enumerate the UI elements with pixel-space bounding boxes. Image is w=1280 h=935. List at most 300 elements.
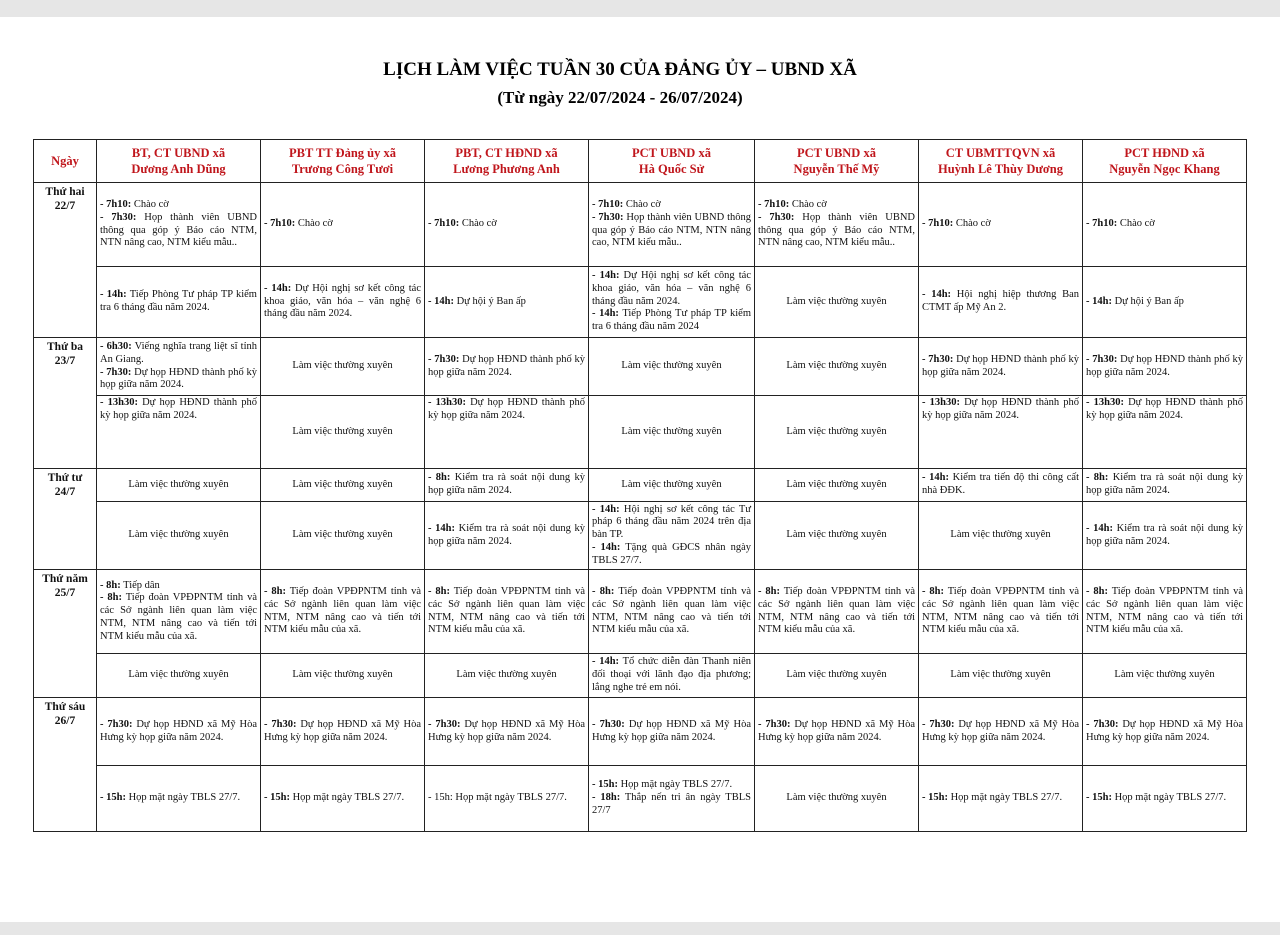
schedule-entry [592, 779, 751, 792]
schedule-cell [755, 654, 919, 698]
schedule-cell [261, 183, 425, 267]
schedule-entry [592, 656, 751, 694]
schedule-entry [428, 719, 585, 745]
document-title: LỊCH LÀM VIỆC TUẦN 30 CỦA ĐẢNG ỦY – UBND XÃ [383, 59, 857, 80]
entry-text: Chào cờ [131, 198, 169, 210]
entry-text: Chào cờ [295, 218, 333, 230]
day-date: 26/7 [54, 715, 76, 727]
entry-text: Kiểm tra rà soát nội dung kỳ họp giữa năm 2024. [428, 522, 585, 547]
column-role: BT, CT UBND xã [131, 146, 226, 160]
entry-text: Dự hội ý Ban ấp [1111, 295, 1184, 307]
entry-text: Họp mặt ngày TBLS 27/7. [1111, 792, 1227, 804]
schedule-cell [261, 766, 425, 832]
entry-text: Dự họp HĐND thành phố kỳ họp giữa năm 2024. [428, 397, 585, 421]
entry-time: - 13h30: [1086, 397, 1124, 408]
schedule-entry [758, 669, 915, 682]
schedule-cell [261, 396, 425, 469]
entry-text: Tiếp đoàn VPĐPNTM tỉnh và các Sở ngành liên quan làm việc NTM, NTM nâng cao và tiến tới NTM kiểu mẫu của xã. [758, 585, 915, 636]
schedule-entry [758, 479, 915, 492]
schedule-cell [425, 267, 589, 338]
entry-time: - 7h30: [922, 353, 954, 365]
schedule-row [34, 183, 1247, 267]
schedule-entry [428, 523, 585, 549]
column-role: PCT UBND xã [797, 146, 876, 160]
entry-text: Làm việc thường xuyên [128, 669, 229, 681]
schedule-cell [755, 396, 919, 469]
entry-time: - 14h: [922, 472, 949, 484]
schedule-entry [922, 354, 1079, 380]
schedule-entry [100, 479, 257, 492]
schedule-body [34, 183, 1247, 832]
schedule-cell [425, 654, 589, 698]
entry-text: Dự họp HĐND xã Mỹ Hòa Hưng kỳ họp giữa năm 2024. [592, 718, 751, 743]
entry-time: - 14h: [100, 289, 127, 301]
column-header [425, 140, 589, 183]
entry-text: Tiếp dân [120, 579, 160, 591]
entry-text: Dự hội ý Ban ấp [453, 295, 526, 307]
entry-text: Tiếp đoàn VPĐPNTM tỉnh và các Sở ngành liên quan làm việc NTM, NTM nâng cao và tiến tới NTM kiểu mẫu của xã. [1086, 585, 1243, 636]
entry-text: Làm việc thường xuyên [128, 529, 229, 541]
entry-time: - 7h10: [100, 198, 132, 210]
entry-text: Tiếp Phòng Tư pháp TP kiểm tra 6 tháng đầu năm 2024. [100, 289, 257, 313]
schedule-row [34, 469, 1247, 502]
entry-time: - 8h: [1086, 472, 1109, 484]
day-name: Thứ năm [42, 573, 88, 585]
column-role: PBT TT Đảng ủy xã [289, 146, 396, 160]
entry-text: Làm việc thường xuyên [786, 360, 887, 372]
schedule-cell [97, 766, 261, 832]
entry-text: Làm việc thường xuyên [128, 478, 229, 490]
day-date: 22/7 [54, 200, 76, 212]
entry-time: - 7h30: [100, 366, 132, 378]
schedule-entry [264, 360, 421, 373]
schedule-cell [589, 469, 755, 502]
day-cell [34, 570, 97, 698]
entry-text: Dự họp HĐND thành phố kỳ họp giữa năm 2024. [100, 366, 257, 391]
entry-text: Dự họp HĐND thành phố kỳ họp giữa năm 2024. [922, 353, 1079, 378]
entry-time: - 14h: [922, 289, 952, 301]
schedule-cell [97, 698, 261, 766]
schedule-cell [261, 469, 425, 502]
entry-text: Họp thành viên UBND thông qua góp ý Báo cáo NTM, NTN nâng cao, NTM kiểu mẫu.. [592, 211, 751, 249]
schedule-row [34, 766, 1247, 832]
schedule-cell [755, 766, 919, 832]
entry-text: Họp mặt ngày TBLS 27/7. [125, 792, 241, 804]
entry-time: - 13h30: [100, 397, 138, 408]
schedule-cell [755, 338, 919, 396]
entry-text: Họp thành viên UBND thông qua góp ý Báo cáo NTM, NTN nâng cao, NTM kiểu mẫu.. [758, 211, 915, 249]
schedule-cell [589, 766, 755, 832]
schedule-entry [922, 218, 1079, 231]
schedule-cell [1083, 766, 1247, 832]
schedule-entry [922, 586, 1079, 637]
column-header [919, 140, 1083, 183]
schedule-cell [589, 338, 755, 396]
schedule-cell [261, 654, 425, 698]
schedule-cell [919, 766, 1083, 832]
schedule-entry [264, 283, 421, 321]
schedule-cell [425, 183, 589, 267]
schedule-entry [592, 479, 751, 492]
schedule-entry [1086, 719, 1243, 745]
entry-time: - 8h: [1086, 585, 1109, 597]
schedule-row [34, 698, 1247, 766]
entry-text: Họp mặt ngày TBLS 27/7. [289, 792, 405, 804]
schedule-cell [1083, 502, 1247, 570]
day-cell [34, 338, 97, 469]
entry-time: - 14h: [592, 656, 620, 668]
entry-text: Kiểm tra tiến độ thi công cất nhà ĐĐK. [922, 472, 1079, 496]
entry-time: - 14h: [592, 270, 620, 281]
schedule-cell [97, 396, 261, 469]
entry-text: Chào cờ [459, 218, 497, 230]
schedule-entry [592, 504, 751, 542]
day-name: Thứ tư [47, 472, 83, 484]
column-role: CT UBMTTQVN xã [945, 146, 1056, 160]
schedule-entry [758, 199, 915, 212]
entry-text: Dự họp HĐND xã Mỹ Hòa Hưng kỳ họp giữa năm 2024. [922, 718, 1079, 743]
schedule-entry [1086, 218, 1243, 231]
schedule-entry [100, 669, 257, 682]
entry-time: - 7h10: [758, 198, 790, 210]
column-role: PCT HĐND xã [1124, 146, 1205, 160]
entry-text: Làm việc thường xuyên [950, 669, 1051, 681]
entry-time: - 7h10: [428, 218, 460, 230]
entry-text: Dự Hội nghị sơ kết công tác khoa giáo, văn hóa – văn nghệ 6 tháng đầu năm 2024. [264, 282, 421, 320]
schedule-entry [592, 586, 751, 637]
schedule-entry [100, 212, 257, 250]
schedule-entry [592, 360, 751, 373]
entry-time: - 8h: [758, 585, 781, 597]
entry-text: Hội nghị sơ kết công tác Tư pháp 6 tháng đầu năm 2024 trên địa bàn TP. [592, 503, 751, 541]
document-subtitle: (Từ ngày 22/07/2024 - 26/07/2024) [497, 88, 743, 107]
entry-time: - 14h: [428, 522, 455, 534]
schedule-entry [592, 270, 751, 308]
schedule-entry [922, 792, 1079, 805]
entry-text: Làm việc thường xuyên [786, 478, 887, 490]
schedule-entry [922, 397, 1079, 423]
entry-text: Làm việc thường xuyên [292, 360, 393, 372]
entry-time: - 7h30: [758, 211, 795, 223]
schedule-entry [264, 792, 421, 805]
column-person-name: Nguyễn Ngọc Khang [1109, 162, 1220, 176]
schedule-entry [592, 426, 751, 439]
schedule-cell [919, 338, 1083, 396]
schedule-cell [425, 698, 589, 766]
schedule-entry [100, 341, 257, 367]
schedule-cell [589, 183, 755, 267]
schedule-entry [100, 199, 257, 212]
schedule-entry [922, 289, 1079, 315]
schedule-cell [589, 502, 755, 570]
schedule-cell [97, 502, 261, 570]
entry-text: Viếng nghĩa trang liệt sĩ tỉnh An Giang. [100, 340, 257, 365]
schedule-entry [592, 199, 751, 212]
schedule-entry [264, 218, 421, 231]
entry-time: - 7h30: [758, 718, 791, 730]
entry-time: - 15h: [592, 779, 618, 791]
entry-time: - 8h: [100, 592, 123, 604]
schedule-cell [919, 698, 1083, 766]
entry-text: Dự họp HĐND xã Mỹ Hòa Hưng kỳ họp giữa năm 2024. [758, 718, 915, 743]
schedule-entry [758, 426, 915, 439]
entry-text: Kiểm tra rà soát nội dung kỳ họp giữa năm 2024. [1086, 522, 1243, 547]
column-header [755, 140, 919, 183]
entry-text: Kiểm tra rà soát nội dung kỳ họp giữa năm 2024. [428, 472, 585, 496]
schedule-entry [264, 426, 421, 439]
entry-time: - 7h30: [592, 718, 625, 730]
entry-text: Làm việc thường xuyên [621, 360, 722, 372]
entry-text: Làm việc thường xuyên [786, 792, 887, 804]
schedule-cell [97, 267, 261, 338]
entry-text: Kiểm tra rà soát nội dung kỳ họp giữa năm 2024. [1086, 472, 1243, 496]
day-cell [34, 469, 97, 570]
schedule-cell [919, 570, 1083, 654]
schedule-cell [425, 338, 589, 396]
entry-time: - 18h: [592, 792, 621, 804]
schedule-entry [922, 719, 1079, 745]
schedule-row [34, 502, 1247, 570]
schedule-entry [100, 592, 257, 643]
entry-time: - 8h: [264, 585, 287, 597]
schedule-cell [755, 570, 919, 654]
schedule-cell [425, 766, 589, 832]
schedule-entry [592, 719, 751, 745]
schedule-cell [261, 698, 425, 766]
entry-text: Làm việc thường xuyên [456, 669, 557, 681]
day-name: Thứ ba [47, 341, 83, 353]
schedule-cell [1083, 267, 1247, 338]
schedule-cell [261, 502, 425, 570]
schedule-entry [100, 792, 257, 805]
schedule-entry [428, 586, 585, 637]
schedule-entry [758, 360, 915, 373]
schedule-cell [919, 654, 1083, 698]
schedule-cell [261, 267, 425, 338]
schedule-cell [97, 183, 261, 267]
entry-text: Dự họp HĐND thành phố kỳ họp giữa năm 2024. [100, 397, 257, 421]
schedule-cell [1083, 469, 1247, 502]
entry-text: Làm việc thường xuyên [621, 478, 722, 490]
schedule-cell [755, 267, 919, 338]
entry-time: - 14h: [264, 282, 292, 294]
schedule-entry [758, 719, 915, 745]
entry-time: - 7h10: [922, 218, 954, 230]
entry-text: Dự họp HĐND thành phố kỳ họp giữa năm 2024. [428, 353, 585, 378]
day-date: 24/7 [54, 486, 76, 498]
document-page [0, 17, 1280, 922]
entry-text: Chào cờ [1117, 218, 1155, 230]
schedule-cell [919, 183, 1083, 267]
schedule-cell [589, 570, 755, 654]
header-row [34, 140, 1247, 183]
schedule-cell [97, 469, 261, 502]
column-person-name: Hà Quốc Sử [638, 162, 705, 176]
schedule-cell [919, 502, 1083, 570]
schedule-entry [758, 529, 915, 542]
schedule-cell [589, 698, 755, 766]
schedule-cell [425, 570, 589, 654]
entry-time: - 15h: [100, 792, 126, 804]
entry-text: Tiếp đoàn VPĐPNTM tỉnh và các Sở ngành liên quan làm việc NTM, NTM nâng cao và tiến tới NTM kiểu mẫu của xã. [264, 585, 421, 636]
entry-time: - 7h30: [592, 211, 624, 223]
schedule-row [34, 654, 1247, 698]
day-date: 25/7 [54, 587, 76, 599]
column-role: PCT UBND xã [632, 146, 711, 160]
entry-text: - 15h: Họp mặt ngày TBLS 27/7. [428, 792, 567, 804]
day-column-header: Ngày [34, 140, 97, 183]
entry-text: Chào cờ [789, 198, 827, 210]
entry-text: Làm việc thường xuyên [292, 669, 393, 681]
entry-time: - 14h: [592, 503, 620, 515]
entry-text: Tiếp đoàn VPĐPNTM tỉnh và các Sở ngành liên quan làm việc NTM, NTM nâng cao và tiến tới NTM kiểu mẫu của xã. [428, 585, 585, 636]
schedule-cell [97, 654, 261, 698]
schedule-entry [428, 669, 585, 682]
column-role: PBT, CT HĐND xã [455, 146, 558, 160]
schedule-entry [592, 542, 751, 568]
schedule-entry [100, 580, 257, 593]
column-header [1083, 140, 1247, 183]
schedule-entry [1086, 472, 1243, 498]
entry-text: Làm việc thường xuyên [786, 529, 887, 541]
schedule-cell [755, 698, 919, 766]
entry-text: Họp mặt ngày TBLS 27/7. [617, 779, 733, 791]
entry-text: Dự họp HĐND xã Mỹ Hòa Hưng kỳ họp giữa năm 2024. [100, 718, 257, 743]
entry-text: Dự họp HĐND thành phố kỳ họp giữa năm 2024. [1086, 397, 1243, 421]
entry-text: Dự Hội nghị sơ kết công tác khoa giáo, văn hóa – văn nghệ 6 tháng đầu năm 2024. [592, 270, 751, 307]
schedule-cell [589, 654, 755, 698]
schedule-cell [1083, 654, 1247, 698]
schedule-entry [428, 296, 585, 309]
entry-time: - 7h30: [100, 718, 133, 730]
schedule-entry [922, 529, 1079, 542]
schedule-cell [589, 396, 755, 469]
entry-text: Hội nghị hiệp thương Ban CTMT ấp Mỹ An 2. [922, 289, 1079, 313]
entry-text: Tiếp Phòng Tư pháp TP kiểm tra 6 tháng đầu năm 2024 [592, 308, 751, 333]
column-person-name: Trương Công Tươi [291, 162, 394, 176]
schedule-entry [264, 479, 421, 492]
entry-text: Làm việc thường xuyên [786, 295, 887, 307]
schedule-entry [100, 719, 257, 745]
column-person-name: Nguyễn Thế Mỹ [793, 162, 880, 176]
entry-text: Dự họp HĐND xã Mỹ Hòa Hưng kỳ họp giữa năm 2024. [264, 718, 421, 743]
schedule-table [33, 139, 1247, 832]
schedule-entry [592, 212, 751, 250]
schedule-entry [1086, 792, 1243, 805]
schedule-entry [922, 472, 1079, 498]
schedule-cell [425, 469, 589, 502]
schedule-cell [97, 570, 261, 654]
day-name: Thứ sáu [44, 701, 86, 713]
schedule-entry [922, 669, 1079, 682]
entry-text: Tiếp đoàn VPĐPNTM tỉnh và các Sở ngành liên quan làm việc NTM, NTM nâng cao và tiến tới NTM kiểu mẫu của xã. [922, 585, 1079, 636]
schedule-row [34, 267, 1247, 338]
schedule-entry [758, 586, 915, 637]
schedule-entry [1086, 669, 1243, 682]
schedule-entry [758, 296, 915, 309]
entry-time: - 13h30: [428, 397, 466, 408]
schedule-cell [425, 502, 589, 570]
column-header [261, 140, 425, 183]
entry-text: Làm việc thường xuyên [292, 478, 393, 490]
entry-time: - 7h30: [428, 353, 460, 365]
entry-time: - 8h: [592, 585, 615, 597]
column-person-name: Huỳnh Lê Thùy Dương [937, 162, 1063, 176]
entry-time: - 15h: [922, 792, 948, 804]
entry-time: - 7h30: [264, 718, 297, 730]
entry-time: - 14h: [1086, 295, 1112, 307]
schedule-entry [100, 397, 257, 423]
schedule-cell [755, 183, 919, 267]
entry-text: Họp mặt ngày TBLS 27/7. [947, 792, 1063, 804]
schedule-row [34, 396, 1247, 469]
entry-text: Làm việc thường xuyên [1114, 669, 1215, 681]
schedule-entry [100, 367, 257, 393]
schedule-entry [758, 792, 915, 805]
schedule-entry [264, 529, 421, 542]
schedule-entry [428, 792, 585, 805]
entry-text: Làm việc thường xuyên [950, 529, 1051, 541]
entry-time: - 15h: [264, 792, 290, 804]
entry-text: Chào cờ [623, 198, 661, 210]
schedule-cell [1083, 698, 1247, 766]
entry-text: Tặng quà GĐCS nhân ngày TBLS 27/7. [592, 541, 751, 566]
entry-time: - 7h30: [428, 718, 461, 730]
entry-text: Làm việc thường xuyên [786, 425, 887, 437]
schedule-entry [1086, 397, 1243, 423]
schedule-cell [425, 396, 589, 469]
entry-text: Tiếp đoàn VPĐPNTM tỉnh và các Sở ngành liên quan làm việc NTM, NTM nâng cao và tiến tới NTM kiểu mẫu của xã. [592, 585, 752, 636]
entry-time: - 8h: [428, 472, 451, 484]
day-date: 23/7 [54, 355, 76, 367]
schedule-cell [1083, 338, 1247, 396]
schedule-cell [1083, 183, 1247, 267]
schedule-cell [919, 396, 1083, 469]
schedule-entry [1086, 586, 1243, 637]
schedule-cell [589, 267, 755, 338]
entry-time: - 13h30: [922, 397, 960, 408]
entry-time: - 14h: [592, 541, 621, 553]
entry-text: Dự họp HĐND thành phố kỳ họp giữa năm 2024. [922, 397, 1079, 421]
schedule-entry [100, 289, 257, 315]
entry-time: - 7h30: [1086, 718, 1119, 730]
entry-time: - 7h10: [264, 218, 296, 230]
entry-text: Tổ chức diễn đàn Thanh niên đối thoại với lãnh đạo địa phương; lắng nghe trẻ em nói. [592, 656, 751, 693]
schedule-cell [261, 570, 425, 654]
entry-text: Dự họp HĐND thành phố kỳ họp giữa năm 2024. [1086, 353, 1243, 378]
schedule-cell [261, 338, 425, 396]
schedule-cell [919, 469, 1083, 502]
schedule-entry [592, 308, 751, 334]
schedule-entry [428, 218, 585, 231]
schedule-entry [1086, 296, 1243, 309]
schedule-row [34, 570, 1247, 654]
entry-text: Làm việc thường xuyên [292, 529, 393, 541]
schedule-entry [264, 669, 421, 682]
schedule-cell [1083, 570, 1247, 654]
schedule-cell [1083, 396, 1247, 469]
schedule-entry [428, 354, 585, 380]
entry-time: - 7h30: [922, 718, 955, 730]
column-person-name: Dương Anh Dũng [131, 162, 226, 176]
entry-time: - 14h: [592, 308, 619, 320]
entry-text: Họp thành viên UBND thông qua góp ý Báo cáo NTM, NTN nâng cao, NTM kiểu mẫu.. [100, 211, 257, 249]
schedule-entry [428, 472, 585, 498]
entry-time: - 7h10: [592, 198, 624, 210]
entry-text: Chào cờ [953, 218, 991, 230]
schedule-entry [758, 212, 915, 250]
schedule-cell [755, 469, 919, 502]
